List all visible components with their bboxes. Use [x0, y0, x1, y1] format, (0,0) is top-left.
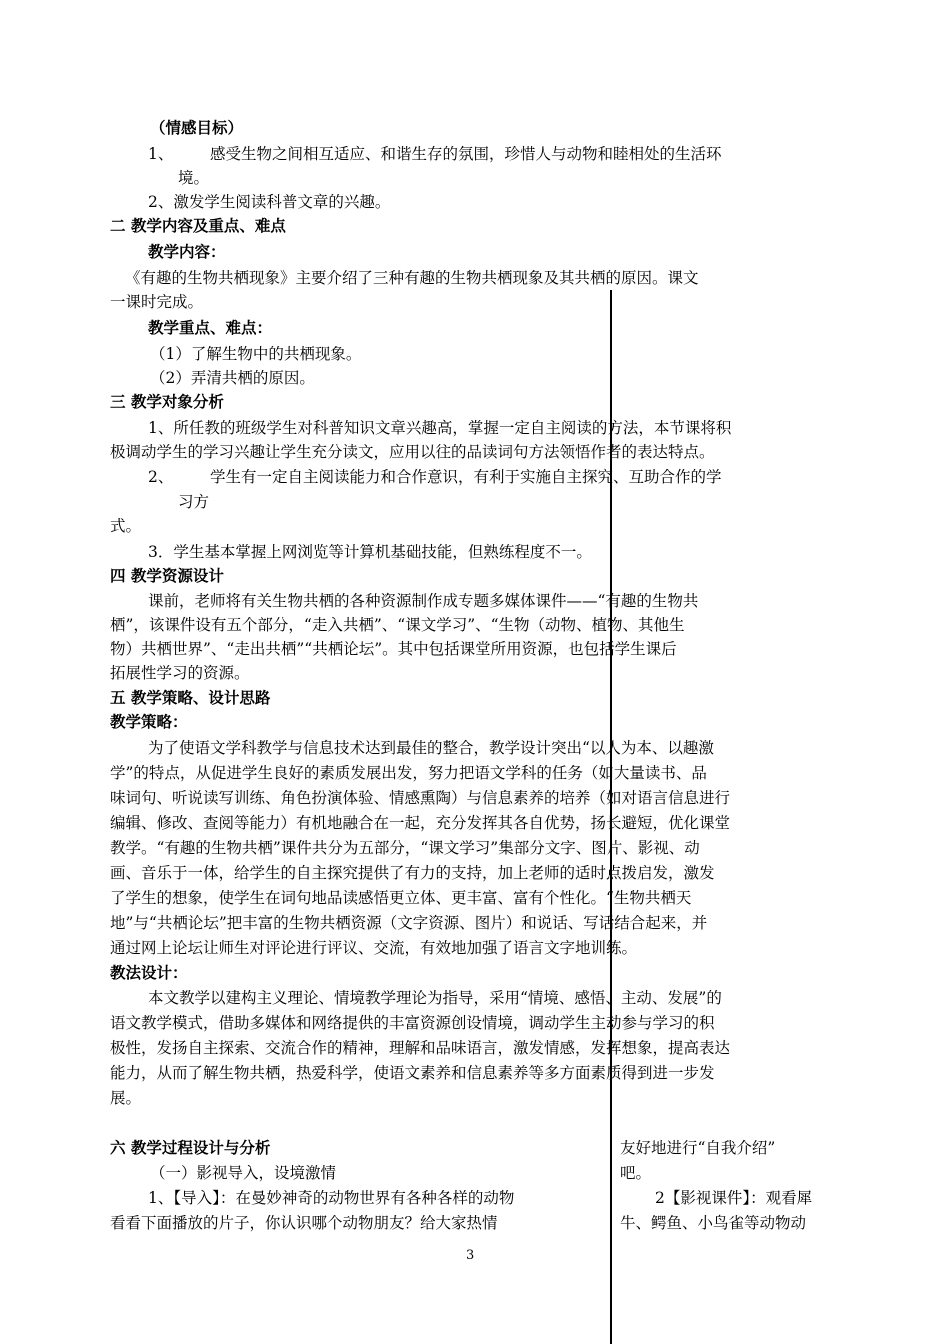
strategy-line: 画、音乐于一体，给学生的自主探究提供了有力的支持，加上老师的适时点拨启发，激发: [110, 864, 715, 882]
analysis-p2-line2: 习方: [178, 493, 210, 511]
section-6-title: 六 教学过程设计与分析: [110, 1138, 271, 1157]
content-paragraph-line2: 一课时完成。: [110, 293, 204, 311]
affect-item1-text: 感受生物之间相互适应、和谐生存的氛围，珍惜人与动物和睦相处的生活环: [210, 145, 722, 163]
process-right-line: 2【影视课件】：观看犀: [655, 1189, 813, 1207]
affect-item1-number: 1、: [148, 145, 174, 163]
analysis-p2-number: 2、: [148, 468, 174, 486]
analysis-p1-line1: 1、所任教的班级学生对科普知识文章兴趣高，掌握一定自主阅读的方法，本节课将积: [148, 419, 732, 437]
page-number: 3: [466, 1248, 475, 1263]
process-right-line: 吧。: [620, 1164, 652, 1182]
section-5-title: 五 教学策略、设计思路: [110, 688, 271, 707]
analysis-p2-line1: 学生有一定自主阅读能力和合作意识，有利于实施自主探究、互助合作的学: [210, 468, 722, 486]
strategy-line: 了学生的想象，使学生在词句地品读感悟更立体、更丰富、富有个性化。“生物共栖天: [110, 889, 692, 907]
strategy-line: 教学。“有趣的生物共栖”课件共分为五部分，“课文学习”集部分文字、图片、影视、动: [110, 839, 700, 857]
affect-item2: 2、激发学生阅读科普文章的兴趣。: [148, 193, 391, 211]
strategy-line: 学”的特点，从促进学生良好的素质发展出发，努力把语文学科的任务（如大量读书、品: [110, 764, 707, 782]
strategy-label: 教学策略：: [110, 712, 188, 731]
affect-item1-continuation: 境。: [178, 169, 210, 187]
section-4-title: 四 教学资源设计: [110, 566, 224, 585]
process-left-line: 看看下面播放的片子，你认识哪个动物朋友？给大家热情: [110, 1214, 498, 1232]
resource-line: 栖”，该课件设有五个部分，“走入共栖”、“课文学习”、“生物（动物、植物、其他生: [110, 616, 685, 634]
strategy-line: 编辑、修改、查阅等能力）有机地融合在一起，充分发挥其各自优势，扬长避短，优化课堂: [110, 814, 731, 832]
analysis-p1-line2: 极调动学生的学习兴趣让学生充分读文，应用以往的品读词句方法领悟作者的表达特点。: [110, 443, 715, 461]
resource-line: 物）共栖世界”、“走出共栖”“共栖论坛”。其中包括课堂所用资源，也包括学生课后: [110, 640, 677, 658]
resource-line: 拓展性学习的资源。: [110, 664, 250, 682]
section-2-title: 二 教学内容及重点、难点: [110, 216, 286, 235]
strategy-line: 通过网上论坛让师生对评论进行评议、交流，有效地加强了语言文字地训练。: [110, 939, 638, 957]
key-point-2: （2）弄清共栖的原因。: [150, 369, 315, 387]
content-label: 教学内容：: [148, 242, 226, 261]
method-line: 语文教学模式，借助多媒体和网络提供的丰富资源创设情境，调动学生主动参与学习的积: [110, 1014, 715, 1032]
process-subheading: （一）影视导入，设境激情: [150, 1164, 337, 1182]
affect-heading: （情感目标）: [150, 118, 244, 137]
process-left-line: 1、【导入】：在曼妙神奇的动物世界有各种各样的动物: [148, 1189, 515, 1207]
strategy-line: 味词句、听说读写训练、角色扮演体验、情感熏陶）与信息素养的培养（如对语言信息进行: [110, 789, 731, 807]
method-label: 教法设计：: [110, 963, 188, 982]
strategy-line: 地”与“共栖论坛”把丰富的生物共栖资源（文字资源、图片）和说话、写话结合起来，并: [110, 914, 708, 932]
strategy-line: 为了使语文学科教学与信息技术达到最佳的整合，教学设计突出“以人为本、以趣激: [148, 739, 714, 757]
method-line: 能力，从而了解生物共栖，热爱科学，使语文素养和信息素养等多方面素质得到进一步发: [110, 1064, 715, 1082]
process-right-line: 友好地进行“自我介绍”: [620, 1139, 776, 1157]
key-point-1: （1）了解生物中的共栖现象。: [150, 345, 362, 363]
method-line: 本文教学以建构主义理论、情境教学理论为指导，采用“情境、感悟、主动、发展”的: [148, 989, 722, 1007]
analysis-p3: 3．学生基本掌握上网浏览等计算机基础技能，但熟练程度不一。: [148, 543, 592, 561]
method-line: 极性，发扬自主探索、交流合作的精神，理解和品味语言，激发情感，发挥想象，提高表达: [110, 1039, 731, 1057]
section-3-title: 三 教学对象分析: [110, 392, 224, 411]
process-right-line: 牛、鳄鱼、小鸟雀等动物动: [620, 1214, 807, 1232]
analysis-p2-line3: 式。: [110, 517, 142, 535]
content-paragraph-line1: 《有趣的生物共栖现象》主要介绍了三种有趣的生物共栖现象及其共栖的原因。课文: [125, 269, 699, 287]
key-points-label: 教学重点、难点：: [148, 318, 273, 337]
method-line: 展。: [110, 1089, 142, 1107]
resource-line: 课前，老师将有关生物共栖的各种资源制作成专题多媒体课件——“有趣的生物共: [148, 592, 699, 610]
